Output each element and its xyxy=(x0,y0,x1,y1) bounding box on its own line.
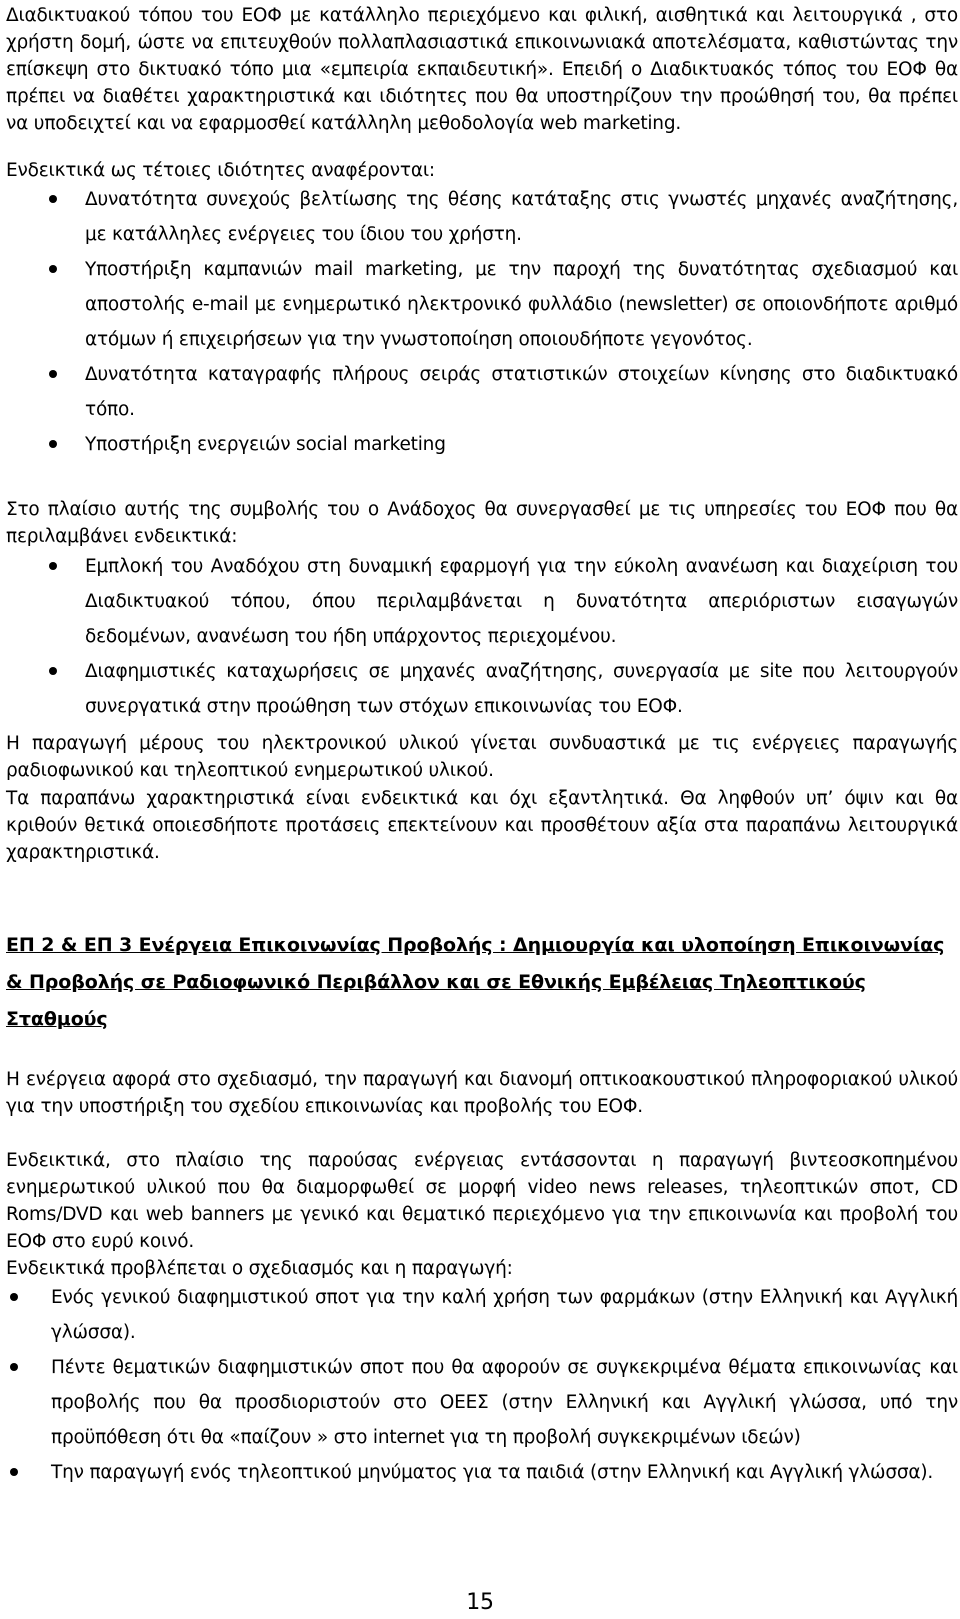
list-item: Υποστήριξη ενεργειών social marketing xyxy=(6,427,958,462)
contractor-intro: Στο πλαίσιο αυτής της συμβολής του ο Ανάδοχος θα συνεργασθεί με τις υπηρεσίες του ΕΟΦ που θα περιλαμβάνει ενδεικτικά: xyxy=(6,499,958,547)
production-paragraph: Η παραγωγή μέρους του ηλεκτρονικού υλικού γίνεται συνδυαστικά με τις ενέργειες παραγωγής ραδιοφωνικού και τηλεοπτικού ενημερωτικού υλικού. xyxy=(6,733,958,781)
list-item: Πέντε θεματικών διαφημιστικών σποτ που θα αφορούν σε συγκεκριμένα θέματα επικοινωνίας και προβολής που θα προσδιοριστούν στο ΟΕΕΣ (στην Ελληνική και Αγγλική γλώσσα, υπό την προϋπόθεση ότι θα «παίζουν » στο internet για τη προβολή συγκεκριμένων ιδεών) xyxy=(6,1350,958,1455)
list-item: Εμπλοκή του Αναδόχου στη δυναμική εφαρμογή για την εύκολη ανανέωση και διαχείριση του Διαδικτυακού τόπου, όπου περιλαμβάνεται η δυνατότητα απεριόριστων εισαγωγών δεδομένων, ανανέωση του ήδη υπάρχοντος περιεχομένου. xyxy=(6,549,958,654)
page-number: 15 xyxy=(466,1590,494,1615)
list-item: Διαφημιστικές καταχωρήσεις σε μηχανές αναζήτησης, συνεργασία με site που λειτουργούν συνεργατικά στην προώθηση των στόχων επικοινωνίας του ΕΟΦ. xyxy=(6,654,958,724)
contractor-list xyxy=(6,549,958,724)
list-item: Δυνατότητα συνεχούς βελτίωσης της θέσης κατάταξης στις γνωστές μηχανές αναζήτησης, με κατάλληλες ενέργειες του ίδιου του χρήστη. xyxy=(6,182,958,252)
list-item: Την παραγωγή ενός τηλεοπτικού μηνύματος για τα παιδιά (στην Ελληνική και Αγγλική γλώσσα). xyxy=(6,1455,958,1490)
list-item: Ενός γενικού διαφημιστικού σποτ για την καλή χρήση των φαρμάκων (στην Ελληνική και Αγγλική γλώσσα). xyxy=(6,1280,958,1350)
list-item: Δυνατότητα καταγραφής πλήρους σειράς στατιστικών στοιχείων κίνησης στο διαδικτυακό τόπο. xyxy=(6,357,958,427)
list-item: Υποστήριξη καμπανιών mail marketing, με την παροχή της δυνατότητας σχεδιασμού και αποστολής e-mail με ενημερωτικό ηλεκτρονικό φυλλάδιο (newsletter) σε οποιονδήποτε αριθμό ατόμων ή επιχειρήσεων για την γνωστοποίηση οποιουδήποτε γεγονότος. xyxy=(6,252,958,357)
action-paragraph: Η ενέργεια αφορά στο σχεδιασμό, την παραγωγή και διανομή οπτικοακουστικού πληροφοριακού υλικού για την υποστήριξη του σχεδίου επικοινωνίας και προβολής του ΕΟΦ. xyxy=(6,1069,958,1117)
section-heading: ΕΠ 2 & ΕΠ 3 Ενέργεια Επικοινωνίας Προβολής : Δημιουργία και υλοποίηση Επικοινωνίας & Προβολής σε Ραδιοφωνικό Περιβάλλον και σε Εθνικής Εμβέλειας Τηλεοπτικούς Σταθμούς xyxy=(6,934,945,1030)
video-paragraph: Ενδεικτικά, στο πλαίσιο της παρούσας ενέργειας εντάσσονται η παραγωγή βιντεοσκοπημένου ενημερωτικού υλικού που θα διαμορφωθεί σε μορφή video news releases, τηλεοπτικών σποτ, CD Roms/DVD και web banners με γενικό και θεματικό περιεχόμενο για την επικοινωνία και προβολή του ΕΟΦ στο ευρύ κοινό. xyxy=(6,1150,958,1252)
design-list xyxy=(6,1280,958,1490)
properties-list xyxy=(6,182,958,462)
indicative-paragraph: Τα παραπάνω χαρακτηριστικά είναι ενδεικτικά και όχι εξαντλητικά. Θα ληφθούν υπ’ όψιν και θα κριθούν θετικά οποιεσδήποτε προτάσεις επεκτείνουν και προσθέτουν αξία στα παραπάνω λειτουργικά χαρακτηριστικά. xyxy=(6,788,958,863)
design-intro: Ενδεικτικά προβλέπεται ο σχεδιασμός και η παραγωγή: xyxy=(6,1258,513,1279)
properties-intro: Ενδεικτικά ως τέτοιες ιδιότητες αναφέρονται: xyxy=(6,160,435,181)
intro-paragraph: Διαδικτυακού τόπου του ΕΟΦ με κατάλληλο περιεχόμενο και φιλική, αισθητικά και λειτουργικά , στο χρήστη δομή, ώστε να επιτευχθούν πολλαπλασιαστικά επικοινωνιακά αποτελέσματα, καθιστώντας την επίσκεψη στο δικτυακό τόπο μια «εμπειρία εκπαιδευτική». Επειδή ο Διαδικτυακός τόπος του ΕΟΦ θα πρέπει να διαθέτει χαρακτηριστικά και ιδιότητες που θα υποστηρίζουν την προώθησή του, θα πρέπει να υποδειχτεί και να εφαρμοσθεί κατάλληλη μεθοδολογία web marketing. xyxy=(6,5,958,134)
